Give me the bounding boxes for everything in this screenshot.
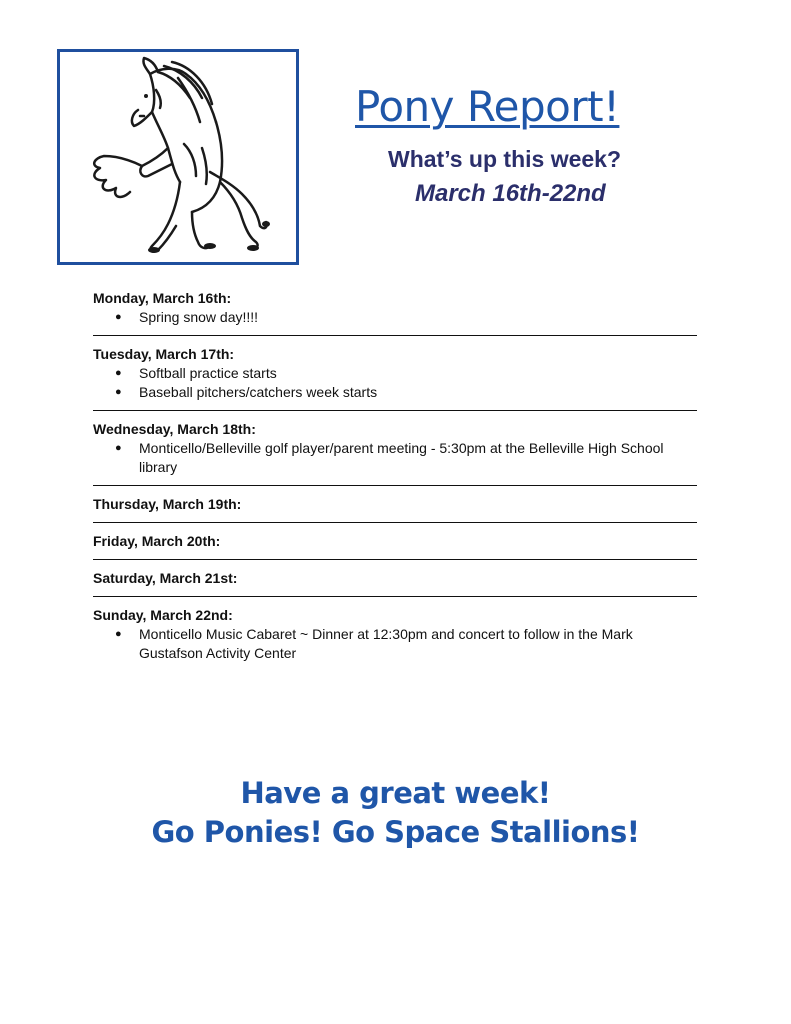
event-item: ● Softball practice starts [139,364,697,383]
day-saturday [93,569,697,588]
closing-message: Have a great week! [240,776,551,810]
day-label: Friday, March 20th: [93,533,221,549]
day-friday [93,532,697,551]
mascot-logo [57,49,299,265]
event-list [93,308,697,327]
event-list [93,364,697,402]
day-tuesday [93,345,697,402]
event-item: ● Monticello Music Cabaret ~ Dinner at 12:30pm and concert to follow in the Mark Gustafson Activity Center [139,625,697,663]
divider [93,522,697,523]
day-label: Thursday, March 19th: [93,496,242,512]
day-label: Monday, March 16th: [93,290,232,306]
weekly-schedule [93,289,697,663]
closing-cheer: Go Ponies! Go Space Stallions! [151,815,640,849]
divider [93,596,697,597]
divider [93,485,697,486]
page-title: Pony Report! [355,82,620,131]
divider [93,559,697,560]
day-label: Tuesday, March 17th: [93,346,235,362]
event-item: ● Monticello/Belleville golf player/parent meeting - 5:30pm at the Belleville High School library [139,439,697,477]
date-range: March 16th-22nd [415,180,606,207]
stallion-mascot-icon [60,52,296,262]
divider [93,335,697,336]
event-item: ● Spring snow day!!!! [139,308,697,327]
day-wednesday [93,420,697,477]
event-list [93,439,697,477]
day-thursday [93,495,697,514]
day-sunday [93,606,697,663]
event-list [93,625,697,663]
day-label: Wednesday, March 18th: [93,421,256,437]
event-item: ● Baseball pitchers/catchers week starts [139,383,697,402]
day-monday [93,289,697,327]
page-subtitle: What’s up this week? [388,146,622,172]
day-label: Saturday, March 21st: [93,570,238,586]
day-label: Sunday, March 22nd: [93,607,233,623]
divider [93,410,697,411]
